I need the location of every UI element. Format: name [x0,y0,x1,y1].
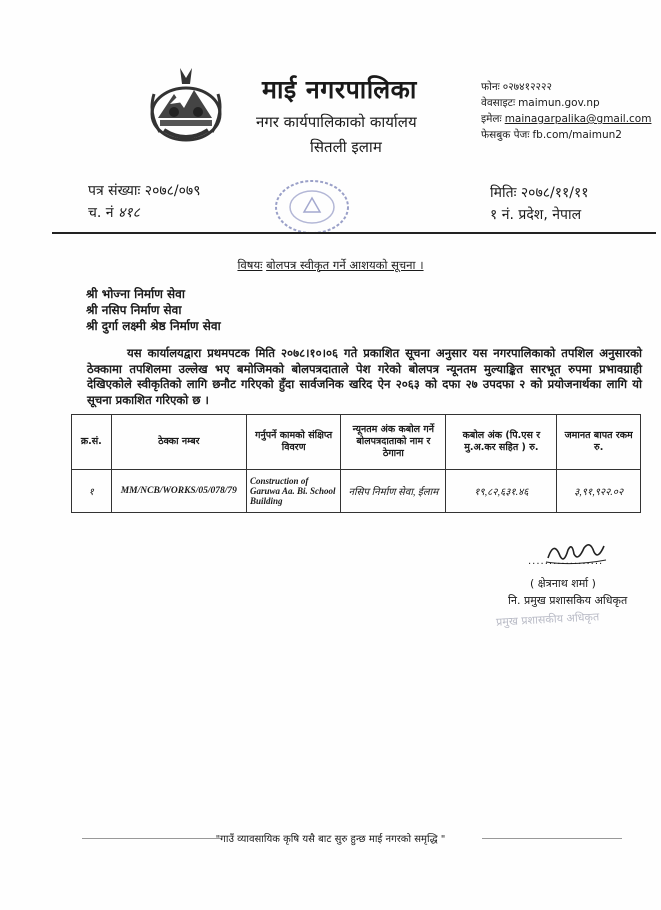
signature-line: .................. [528,556,604,567]
contact-phone: फोनः ०२७४१२२२२ [481,81,552,93]
contact-website: वेवसाइटः maimun.gov.np [481,97,600,109]
notice-body: यस कार्यालयद्वारा प्रथमपटक मिति २०७८।१०।०६ गते प्रकाशित सूचना अनुसार यस नगरपालिकाको तपशिल अनुसारको ठेक्कामा तपशिलमा उल्लेख भए बमोजिमको बोलपत्रदाताले पेश गरेको बोलपत्र न्यूनतम मुल्याङ्कित सारभूत रुपमा प्रभावग्राही देखिएकोले स्वीकृतिको लागि छनौट गरिएको हुँदा सार्वजनिक खरिद ऐन २०६३ को दफा २७ उपदफा २ को प्रयोजनार्थका लागि यो सूचना प्रकाशित गरिएको छ । [87,346,642,407]
header-guarantee: जमानत बापत रकम रु. [557,415,641,470]
header-bidder: न्यूनतम अंक कबोल गर्ने बोलपत्रदाताको नाम र ठेगाना [341,415,446,470]
subject-line: विषयः बोलपत्र स्वीकृत गर्ने आशयको सूचना । [237,258,424,272]
signatory-name: ( क्षेत्रनाथ शर्मा ) [530,577,596,590]
dispatch-number: च. नं ४१८ [88,205,140,221]
header-description: गर्नुपर्ने कामको संक्षिप्त विवरण [247,415,341,470]
table-row [72,470,641,513]
cell-bidder: नसिप निर्माण सेवा, ईलाम [341,470,446,513]
letterhead-divider [52,232,656,234]
header-contract-no: ठेक्का नम्बर [111,415,246,470]
header-bid-amount: कबोल अंक (पि.एस र मु.अ.कर सहित ) रु. [446,415,557,470]
cell-guarantee: ३,९१,९२२.०२ [557,470,641,513]
footer-slogan: "गाउँ व्यावसायिक कृषि यसै बाट सुरु हुन्छ माई नगरको समृद्धि " [215,834,446,845]
recipient-3: श्री दुर्गा लक्ष्मी श्रेष्ठ निर्माण सेवा [86,319,221,333]
cell-contract-no: MM/NCB/WORKS/05/078/79 [111,470,246,513]
header-serial: क्र.सं. [72,415,112,470]
office-location: सितली इलाम [310,138,382,156]
contact-email: इमेलः mainagarpalika@gmail.com [481,113,652,125]
cell-description: Construction of Garuwa Aa. Bi. School Building [247,470,341,513]
signatory-title: नि. प्रमुख प्रशासकिय अधिकृत [508,594,628,607]
tender-table [71,414,641,513]
organization-name: माई नगरपालिका [262,75,417,104]
province-line: १ नं. प्रदेश, नेपाल [490,207,582,223]
government-emblem-icon [140,64,232,146]
table-header-row [72,415,641,470]
letter-date: मितिः २०७८/११/११ [490,185,589,201]
recipient-1: श्री भोज्ना निर्माण सेवा [86,287,185,301]
contact-facebook: फेसबुक पेजः fb.com/maimun2 [481,129,622,141]
letter-reference-number: पत्र संख्याः २०७८/०७९ [88,183,201,199]
recipient-2: श्री नसिप निर्माण सेवा [86,303,182,317]
office-stamp-seal [270,176,354,238]
office-name: नगर कार्यपालिकाको कार्यालय [256,113,417,131]
cell-bid-amount: १९,८२,६३१.४६ [446,470,557,513]
cell-serial: १ [72,470,112,513]
signatory-stamp: प्रमुख प्रशासकीय अधिकृत [495,610,600,629]
